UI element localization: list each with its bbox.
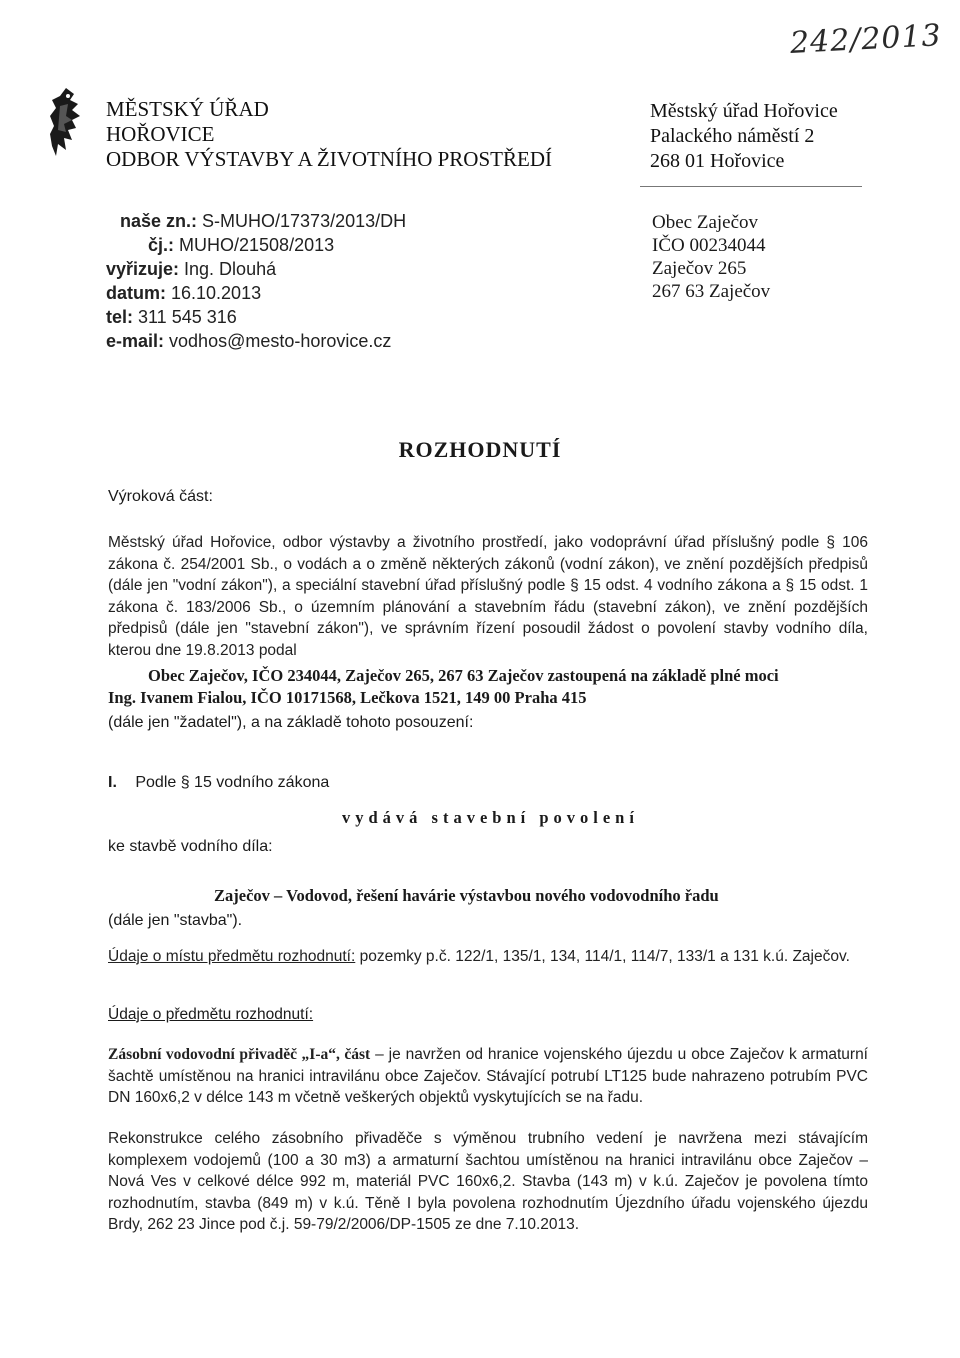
stavba-name: Zaječov – Vodovod, řešení havárie výstavbou nového vodovodního řadu — [214, 886, 719, 905]
section-text: Podle § 15 vodního zákona — [135, 774, 330, 791]
office-name-line2: HOŘOVICE — [106, 122, 215, 146]
reconstruction-paragraph: Rekonstrukce celého zásobního přivaděče s výměnou trubního vedení je navržena mezi stávajícím komplexem vodojemů (100 a 30 m3) a armaturní šachtou umístěnou na hranici intravilánu obce Zaječov – Nová Ves v celkové délce 992 m, materiál PVC 160x6,2. Stavba (143 m) v k.ú. Zaječov je povolena tímto rozhodnutím, stavba (849 m) v k.ú. Těně I byla povolena rozhodnutím Újezdního úřadu vojenského újezdu Brdy, 262 23 Jince pod č.j. 59-79/2/2006/DP-1505 ze dne 7.10.2013. — [108, 1130, 868, 1233]
location-text: pozemky p.č. 122/1, 135/1, 134, 114/1, 114/7, 133/1 a 131 k.ú. Zaječov. — [355, 948, 850, 965]
applicant-note: (dále jen "žadatel"), a na základě tohoto posouzení: — [108, 714, 474, 731]
recipient-line: Zaječov 265 — [652, 258, 747, 279]
office-department: ODBOR VÝSTAVBY A ŽIVOTNÍHO PROSTŘEDÍ — [106, 147, 552, 171]
header-divider — [640, 186, 862, 187]
document-title: ROZHODNUTÍ — [398, 437, 562, 462]
ref-email: e-mail: vodhos@mesto-horovice.cz — [106, 331, 392, 351]
recipient-line: 267 63 Zaječov — [652, 281, 771, 302]
office-name-line1: MĚSTSKÝ ÚŘAD — [106, 97, 269, 121]
office-address-line1: Městský úřad Hořovice — [650, 100, 838, 122]
supply-bold: Zásobní vodovodní přivaděč „I-a“, část — [108, 1046, 371, 1063]
supply-text: – je navržen od hranice vojenského újezdu u obce Zaječov k armaturní šachtě umístěnou na hranici intravilánu obce Zaječov. Stávající potrubí LT125 bude nahrazeno potrubím PVC DN 160x6,2 v délce 143 m včetně veškerých objektů vyskytujících se na řadu. — [108, 1046, 868, 1106]
ref-our-number: naše zn.: S-MUHO/17373/2013/DH — [120, 211, 407, 231]
recipient-line: IČO 00234044 — [652, 235, 766, 256]
ref-case-number: čj.: MUHO/21508/2013 — [148, 235, 335, 255]
supply-paragraph — [108, 1044, 868, 1109]
applicant-line: Ing. Ivanem Fialou, IČO 10171568, Lečkova 1521, 149 00 Praha 415 — [108, 688, 587, 707]
verdict-heading: Výroková část: — [108, 488, 213, 505]
subject-label: Údaje o předmětu rozhodnutí: — [108, 1006, 314, 1023]
decision-statement: vydává stavební povolení — [342, 808, 639, 827]
applicant-block — [108, 665, 779, 709]
location-paragraph — [108, 946, 868, 968]
handwritten-number: 242/2013 — [789, 18, 943, 61]
recipient-line: Obec Zaječov — [652, 212, 759, 233]
office-address-line2: Palackého náměstí 2 — [650, 125, 815, 147]
applicant-line: Obec Zaječov, IČO 234044, Zaječov 265, 267 63 Zaječov zastoupená na základě plné moci — [148, 666, 779, 685]
intro-paragraph: Městský úřad Hořovice, odbor výstavby a životního prostředí, jako vodoprávní úřad příslušný podle § 106 zákona č. 254/2001 Sb., o vodách a o změně některých zákonů (vodní zákon), ve znění pozdějších předpisů (dále jen "vodní zákon"), a speciální stavební úřad příslušný podle § 15 odst. 4 vodního zákona a § 15 odst. 1 zákona č. 183/2006 Sb., o územním plánování a stavebním řádu (stavební zákon), ve znění pozdějších předpisů (dále jen "stavební zákon"), ve správním řízení posoudil žádost o povolení stavby vodního díla, kterou dne 19.8.2013 podal — [108, 534, 868, 659]
recipient-address — [652, 211, 770, 303]
ref-phone: tel: 311 545 316 — [106, 307, 237, 327]
section-number: I. — [108, 774, 117, 791]
construction-label: ke stavbě vodního díla: — [108, 838, 273, 855]
stavba-note: (dále jen "stavba"). — [108, 912, 243, 929]
coat-of-arms-icon — [46, 86, 86, 164]
ref-date: datum: 16.10.2013 — [106, 283, 262, 303]
location-label: Údaje o místu předmětu rozhodnutí: — [108, 948, 356, 965]
section-heading — [108, 774, 329, 792]
office-address-line3: 268 01 Hořovice — [650, 150, 785, 172]
ref-handled-by: vyřizuje: Ing. Dlouhá — [106, 259, 277, 279]
